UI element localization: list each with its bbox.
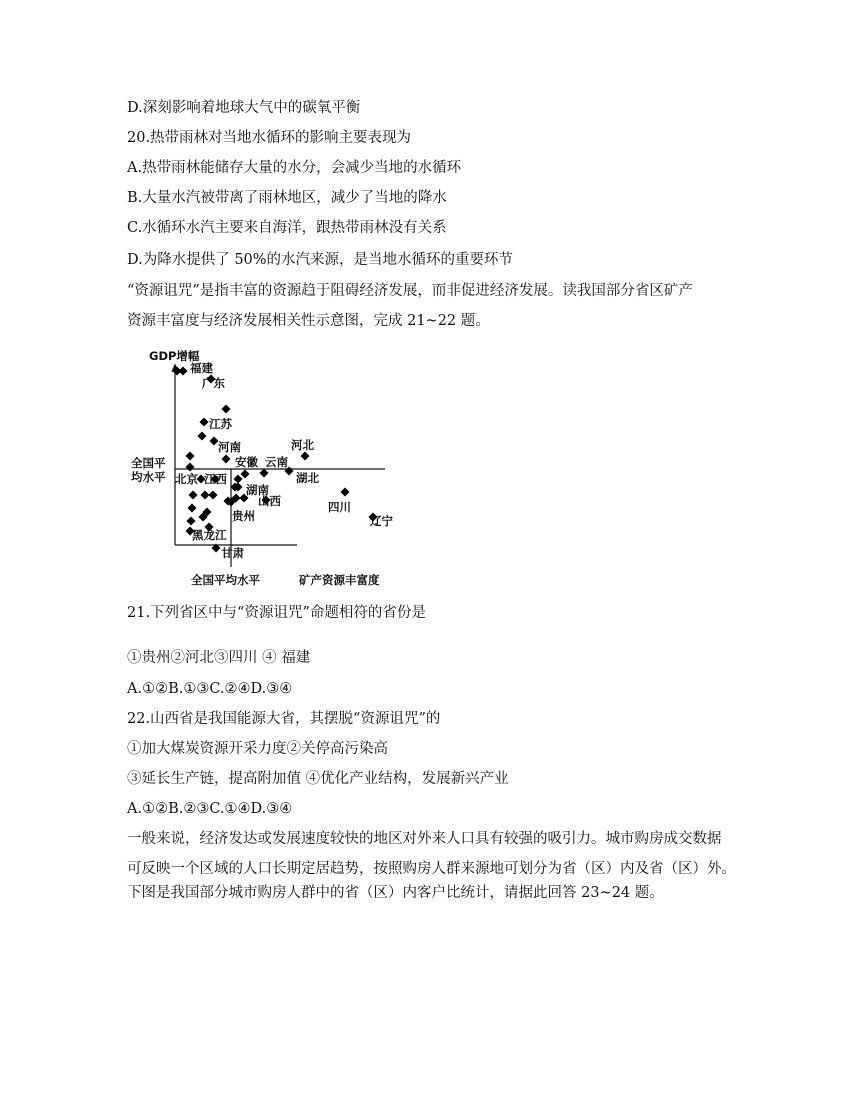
text-line: A.①②B.①③C.②④D.③④: [127, 681, 293, 697]
text-line: 可反映一个区域的人口长期定居趋势，按照购房人群来源地可划分为省（区）内及省（区）外。: [127, 861, 736, 877]
text-line: D.为降水提供了 50%的水汽来源，是当地水循环的重要环节: [127, 252, 514, 268]
data-point: [300, 451, 309, 460]
text-line: 20.热带雨林对当地水循环的影响主要表现为: [127, 130, 412, 146]
point-label: 北京: [175, 472, 198, 486]
avg-label-line2: 均水平: [131, 470, 166, 484]
text-line: 下图是我国部分城市购房人群中的省（区）内客户比统计，请据此回答 23~24 题。: [127, 885, 664, 901]
data-point: [221, 454, 230, 463]
point-label: 河南: [218, 440, 241, 454]
data-point: [185, 451, 194, 460]
text-line: ①加大煤炭资源开采力度②关停高污染高: [127, 741, 388, 757]
text-line: 一般来说，经济发达或发展速度较快的地区对外来人口具有较强的吸引力。城市购房成交数据: [127, 831, 722, 847]
point-label: 黑龙江: [192, 528, 227, 542]
data-point: [259, 468, 268, 477]
text-line: 22.山西省是我国能源大省，其摆脱“资源诅咒”的: [127, 711, 441, 727]
point-label: 江苏: [209, 417, 232, 431]
data-point: [233, 474, 242, 483]
point-label: 云南: [265, 455, 288, 469]
scatter-chart: [127, 345, 407, 595]
point-label: 湖南: [246, 483, 269, 497]
point-label: 广东: [202, 376, 225, 390]
data-point: [240, 469, 249, 478]
text-line: A.热带雨林能储存大量的水分，会减少当地的水循环: [127, 160, 462, 176]
text-line: C.水循环水汽主要来自海洋，跟热带雨林没有关系: [127, 220, 447, 236]
point-label: 山西: [258, 494, 281, 508]
point-label: 四川: [328, 500, 351, 514]
point-label: 福建: [190, 361, 213, 375]
point-label: 甘肃: [221, 546, 244, 560]
data-point: [197, 431, 206, 440]
text-line: ③延长生产链，提高附加值 ④优化产业结构，发展新兴产业: [127, 771, 509, 787]
point-label: 安徽: [235, 455, 258, 469]
x-average-label: 全国平均水平: [191, 573, 260, 587]
data-point: [186, 516, 195, 525]
resource-curse-scatter-figure: [127, 345, 407, 595]
avg-label-line1: 全国平: [131, 456, 166, 470]
data-point: [340, 487, 349, 496]
point-label: 河北: [291, 438, 314, 452]
text-line: 21.下列省区中与“资源诅咒”命题相符的省份是: [127, 605, 426, 621]
text-line: ①贵州②河北③四川 ④ 福建: [127, 650, 311, 666]
x-axis-label: 矿产资源丰富度: [299, 573, 380, 587]
data-point: [188, 490, 197, 499]
point-label: 湖北: [296, 471, 319, 485]
data-point: [200, 490, 209, 499]
text-line: 资源丰富度与经济发展相关性示意图，完成 21~22 题。: [127, 313, 490, 329]
y-axis-label: GDP增幅: [149, 349, 200, 363]
data-point: [187, 503, 196, 512]
point-label: 辽宁: [370, 514, 393, 528]
data-point: [208, 490, 217, 499]
data-point: [199, 417, 208, 426]
point-label: 贵州: [232, 509, 255, 523]
point-label: 江西: [204, 472, 227, 486]
point-labels: [175, 361, 393, 560]
text-line: “资源诅咒”是指丰富的资源趋于阻碍经济发展，而非促进经济发展。读我国部分省区矿产: [127, 283, 693, 299]
data-point: [185, 462, 194, 471]
data-point: [221, 404, 230, 413]
text-line: B.大量水汽被带离了雨林地区，减少了当地的降水: [127, 190, 447, 206]
text-line: A.①②B.②③C.①④D.③④: [127, 801, 293, 817]
text-line: D.深刻影响着地球大气中的碳氧平衡: [127, 100, 361, 116]
data-point: [178, 366, 187, 375]
